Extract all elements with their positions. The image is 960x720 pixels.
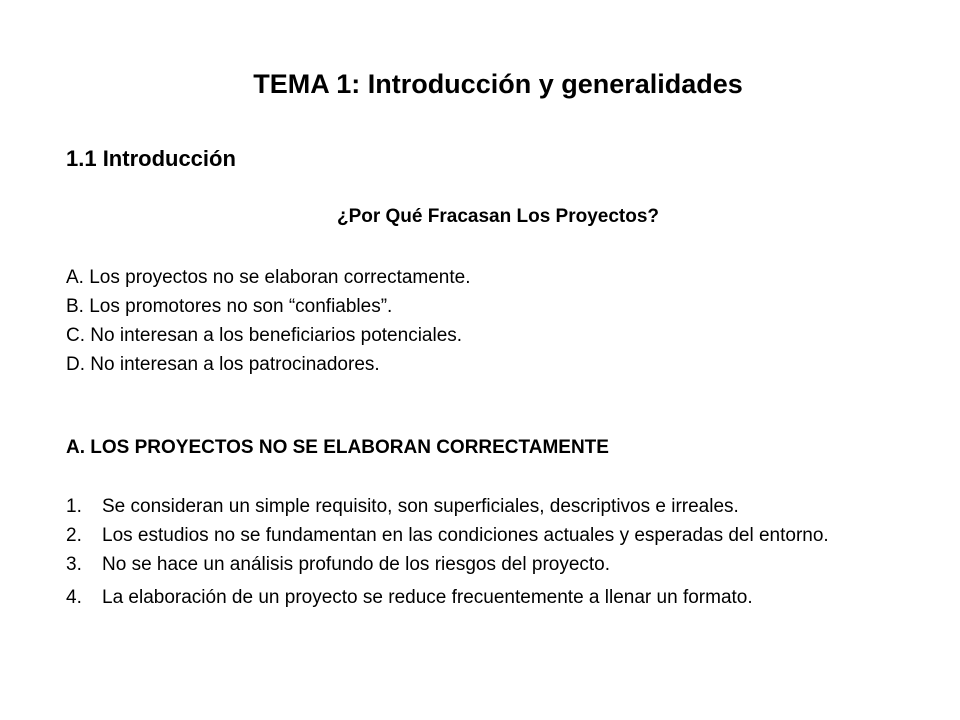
reason-item: B. Los promotores no son “confiables”. — [66, 296, 393, 317]
point-item — [66, 550, 922, 579]
point-item — [66, 492, 922, 521]
point-item — [66, 521, 922, 550]
reasons-list — [66, 263, 471, 379]
question-heading: ¿Por Qué Fracasan Los Proyectos? — [336, 206, 660, 227]
point-number: 3. — [66, 554, 82, 575]
point-item — [66, 583, 922, 612]
point-number: 4. — [66, 587, 82, 608]
reason-item: D. No interesan a los patrocinadores. — [66, 354, 380, 375]
reason-item: C. No interesan a los beneficiarios potenciales. — [66, 325, 463, 346]
reason-item: A. Los proyectos no se elaboran correctamente. — [66, 267, 471, 288]
slide-title: TEMA 1: Introducción y generalidades — [253, 69, 743, 99]
point-text: No se hace un análisis profundo de los riesgos del proyecto. — [102, 554, 611, 575]
point-number: 1. — [66, 496, 82, 517]
points-list — [66, 492, 922, 612]
section-heading: 1.1 Introducción — [66, 146, 236, 171]
point-text: La elaboración de un proyecto se reduce frecuentemente a llenar un formato. — [102, 587, 753, 608]
point-number: 2. — [66, 525, 82, 546]
subsection-heading: A. LOS PROYECTOS NO SE ELABORAN CORRECTAMENTE — [66, 437, 609, 458]
point-text: Los estudios no se fundamentan en las condiciones actuales y esperadas del entorno. — [102, 525, 829, 546]
point-text: Se consideran un simple requisito, son superficiales, descriptivos e irreales. — [102, 496, 739, 517]
